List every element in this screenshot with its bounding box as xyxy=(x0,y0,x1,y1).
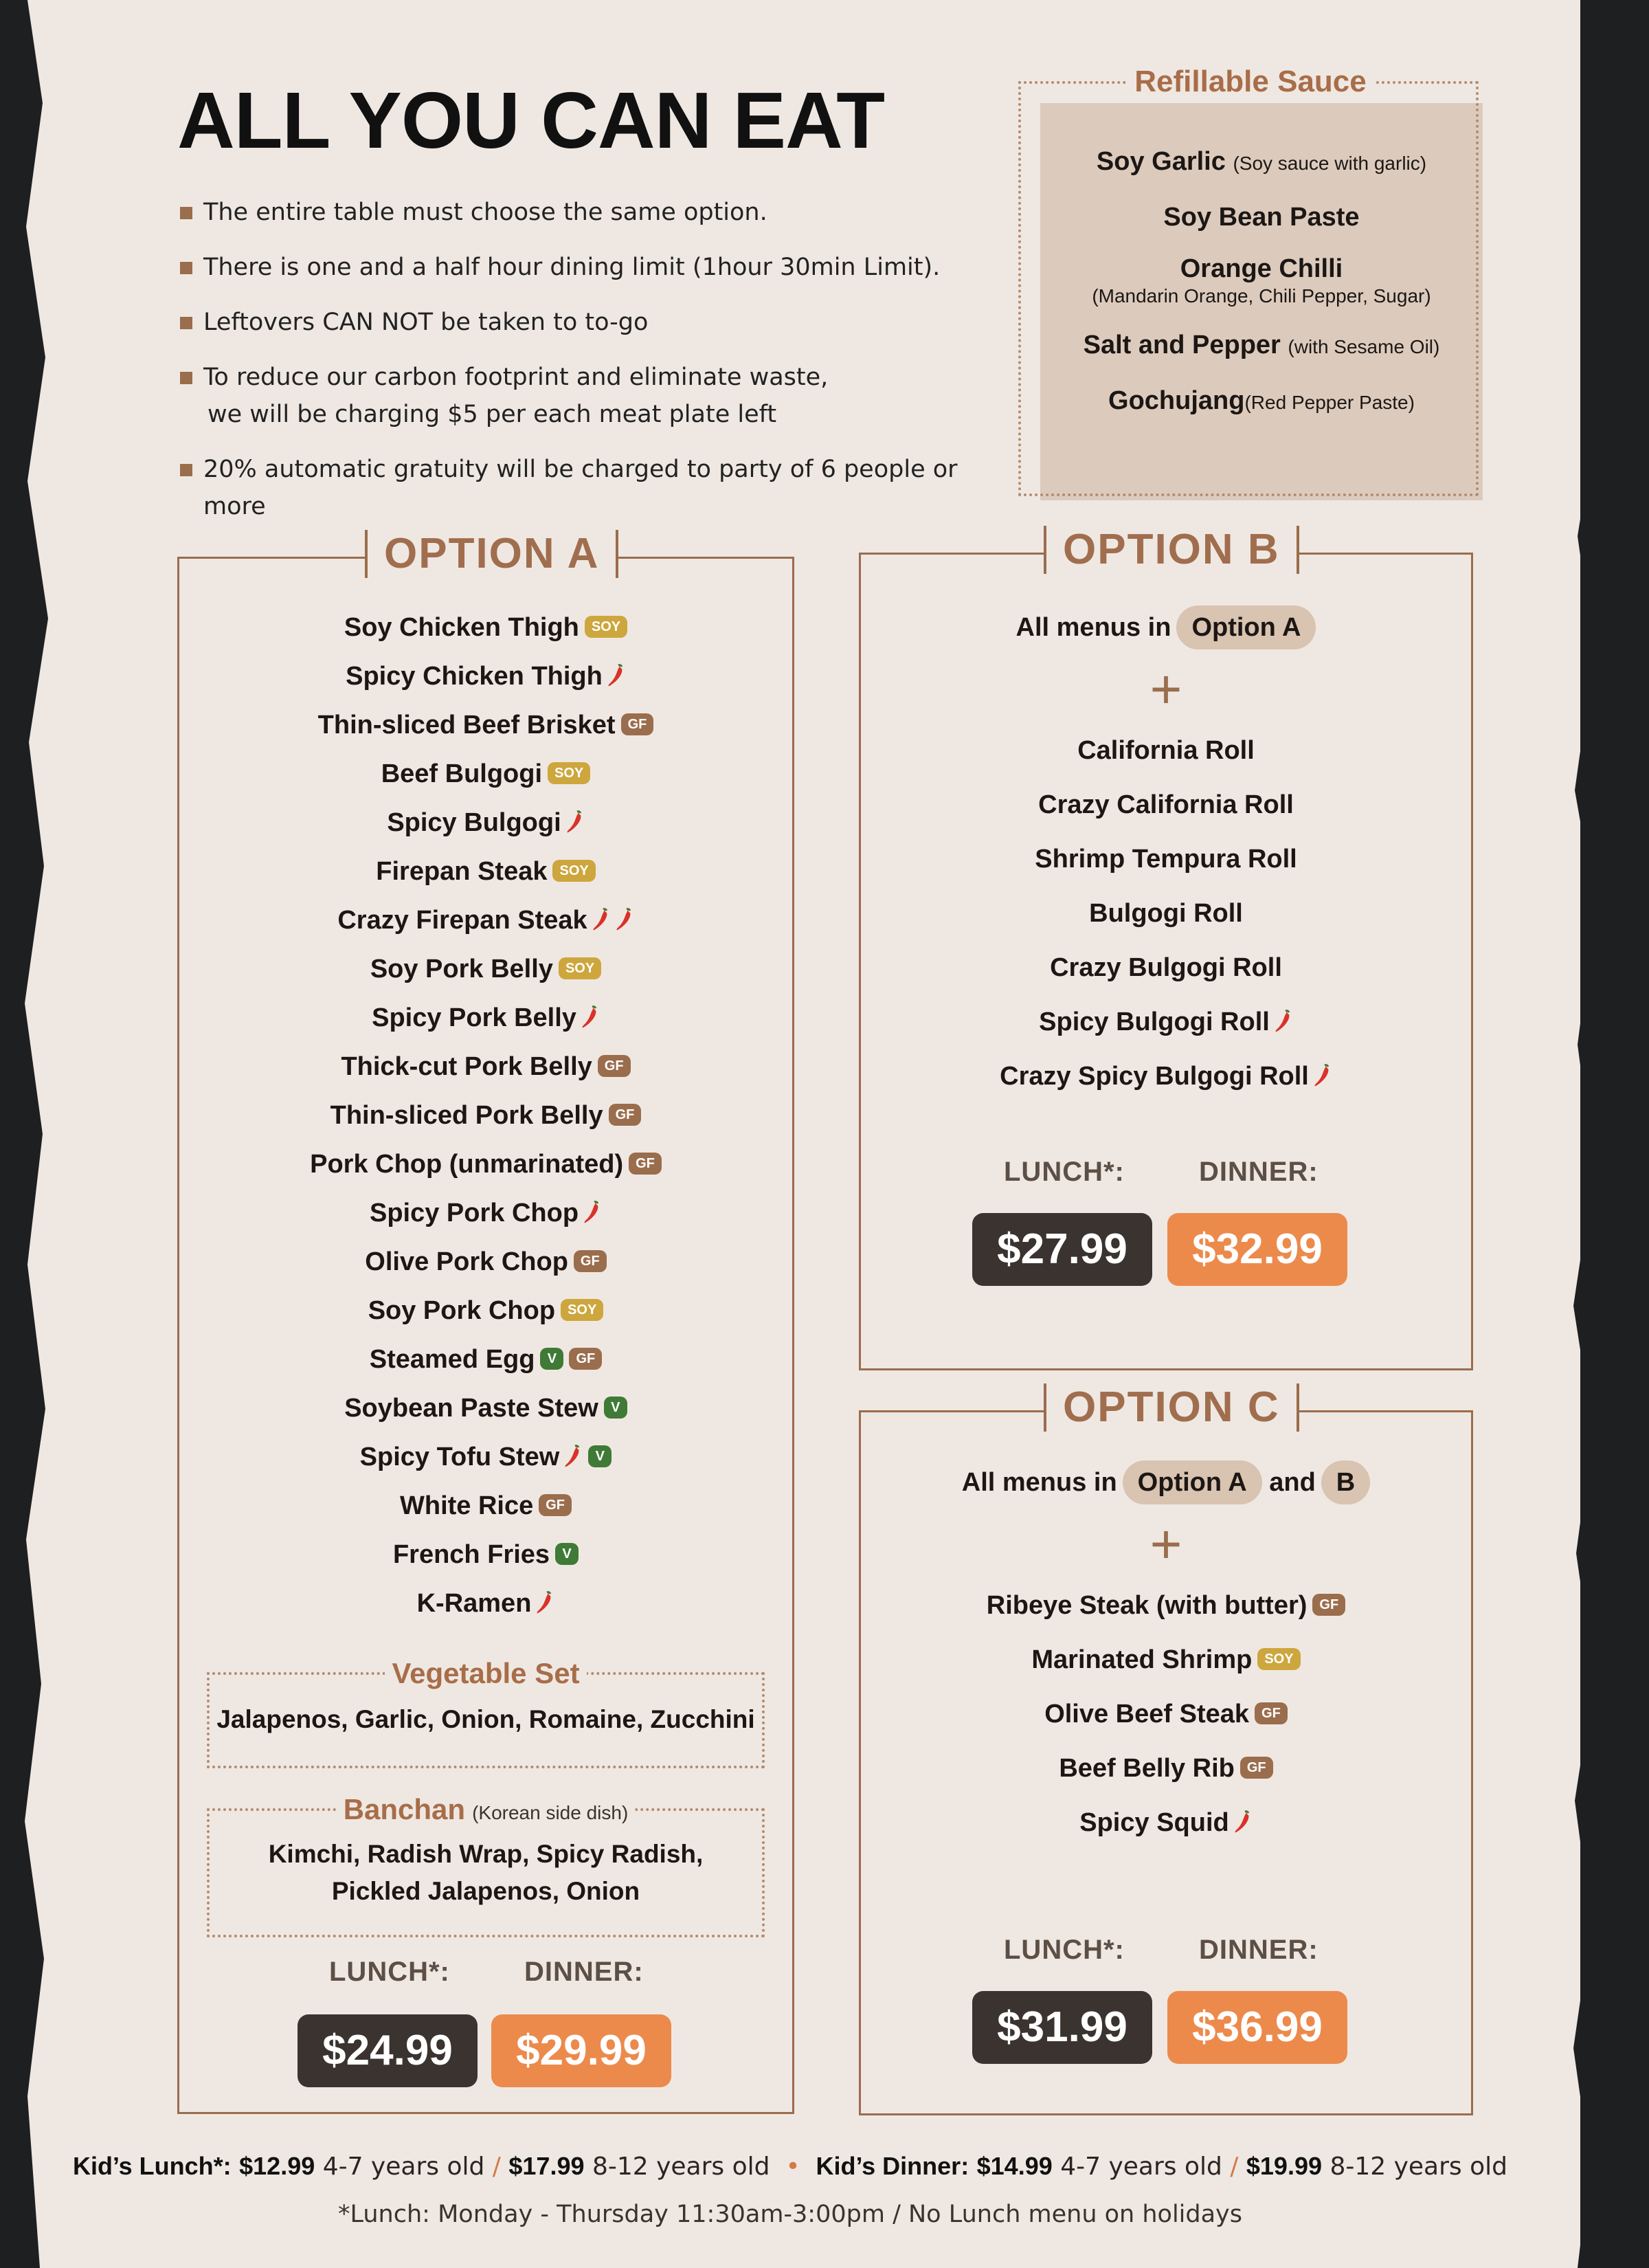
vegetable-set-box xyxy=(207,1657,765,1768)
lunch-label: LUNCH*: xyxy=(1004,1157,1125,1187)
menu-item xyxy=(861,887,1471,941)
menu-item-name: Soybean Paste Stew xyxy=(344,1394,598,1423)
gf-tag-icon: GF xyxy=(574,1250,607,1272)
menu-item-name: Soy Pork Belly xyxy=(370,955,553,983)
chili-pepper-icon xyxy=(1313,1063,1332,1087)
dot-separator: • xyxy=(785,2153,800,2181)
menu-item-name: Spicy Tofu Stew xyxy=(359,1443,560,1471)
soy-tag-icon: SOY xyxy=(552,860,595,882)
menu-item-name: Pork Chop (unmarinated) xyxy=(310,1150,624,1179)
v-tag-icon: V xyxy=(555,1543,579,1565)
menu-item-name: Soy Pork Chop xyxy=(368,1296,556,1325)
sauce-item: Soy Bean Paste xyxy=(1163,203,1360,232)
sauce-title: Refillable Sauce xyxy=(1127,63,1374,100)
chili-pepper-icon xyxy=(1274,1008,1293,1033)
menu-item-name: White Rice xyxy=(399,1491,534,1520)
menu-item xyxy=(179,1043,792,1091)
menu-item xyxy=(179,652,792,701)
menu-item xyxy=(179,1335,792,1384)
menu-item xyxy=(179,1384,792,1433)
menu-item xyxy=(861,1049,1471,1104)
gf-tag-icon: GF xyxy=(539,1494,572,1516)
menu-item-name: Beef Belly Rib xyxy=(1059,1754,1235,1783)
option-a-items xyxy=(179,603,792,1628)
soy-tag-icon: SOY xyxy=(559,957,601,979)
chili-pepper-icon xyxy=(607,663,626,687)
chili-pepper-icon xyxy=(563,1443,583,1468)
menu-item-name: Spicy Bulgogi xyxy=(387,808,561,837)
menu-item xyxy=(861,1633,1471,1687)
square-bullet-icon xyxy=(180,207,192,219)
gf-tag-icon: GF xyxy=(1312,1594,1345,1616)
option-c-box xyxy=(859,1383,1473,2115)
option-a-pill: Option A xyxy=(1123,1460,1262,1504)
gf-tag-icon: GF xyxy=(569,1348,602,1370)
menu-item xyxy=(861,832,1471,887)
sauce-item: Orange Chilli (Mandarin Orange, Chili Pepper, Sugar) xyxy=(1092,254,1431,307)
menu-item xyxy=(179,994,792,1043)
soy-tag-icon: SOY xyxy=(548,762,590,784)
menu-item-name: Crazy Bulgogi Roll xyxy=(1050,953,1282,982)
banchan-line: Pickled Jalapenos, Onion xyxy=(331,1877,640,1905)
kids-pricing: Kid’s Lunch*: $12.99 4-7 years old / $17.99 8-12 years old • Kid’s Dinner: $14.99 4-7 years old / $19.99 8-12 years old xyxy=(73,2152,1507,2181)
menu-item-name: Soy Chicken Thigh xyxy=(344,613,579,642)
menu-item xyxy=(179,1482,792,1531)
dinner-label: DINNER: xyxy=(1199,1935,1319,1965)
v-tag-icon: V xyxy=(604,1397,627,1419)
menu-item-name: Crazy California Roll xyxy=(1038,790,1294,819)
v-tag-icon: V xyxy=(588,1445,612,1467)
option-a-title: OPTION A xyxy=(365,530,618,578)
menu-item-name: Thin-sliced Beef Brisket xyxy=(317,711,616,740)
chili-pepper-icon xyxy=(592,907,611,931)
menu-item xyxy=(179,799,792,847)
menu-item-name: Crazy Firepan Steak xyxy=(337,906,587,935)
option-b-title: OPTION B xyxy=(1044,526,1299,574)
option-b-items xyxy=(861,724,1471,1104)
gf-tag-icon: GF xyxy=(598,1055,631,1077)
menu-item xyxy=(861,1579,1471,1633)
menu-item xyxy=(179,1287,792,1335)
lunch-label: LUNCH*: xyxy=(329,1957,450,1987)
menu-item xyxy=(179,1140,792,1189)
menu-item xyxy=(179,750,792,799)
option-a-pill: Option A xyxy=(1176,605,1316,649)
sauce-list xyxy=(1040,144,1483,439)
menu-item-name: Thick-cut Pork Belly xyxy=(341,1052,592,1081)
chili-pepper-icon xyxy=(583,1199,602,1224)
square-bullet-icon xyxy=(180,372,192,384)
option-c-title: OPTION C xyxy=(1044,1383,1299,1432)
rule-item: There is one and a half hour dining limit (1hour 30min Limit). xyxy=(180,249,1005,286)
menu-item-name: Beef Bulgogi xyxy=(381,759,543,788)
soy-tag-icon: SOY xyxy=(561,1299,603,1321)
menu-item xyxy=(861,1687,1471,1742)
sauce-item: Gochujang(Red Pepper Paste) xyxy=(1108,386,1415,415)
menu-item-name: Bulgogi Roll xyxy=(1089,899,1243,928)
lunch-label: LUNCH*: xyxy=(1004,1935,1125,1965)
vegetable-set-text: Jalapenos, Garlic, Onion, Romaine, Zucchini xyxy=(216,1705,755,1733)
gf-tag-icon: GF xyxy=(1240,1757,1273,1779)
menu-item xyxy=(861,1742,1471,1796)
banchan-line: Kimchi, Radish Wrap, Spicy Radish, xyxy=(268,1840,704,1868)
chili-pepper-icon xyxy=(615,907,634,931)
menu-item-name: California Roll xyxy=(1077,736,1255,765)
menu-item xyxy=(861,724,1471,778)
menu-item-name: Spicy Squid xyxy=(1079,1808,1229,1837)
dinner-price: $32.99 xyxy=(1167,1213,1347,1286)
menu-item xyxy=(179,847,792,896)
menu-item xyxy=(179,1531,792,1579)
menu-item-name: Thin-sliced Pork Belly xyxy=(330,1101,603,1130)
chili-pepper-icon xyxy=(1233,1809,1253,1834)
sauce-item: Soy Garlic (Soy sauce with garlic) xyxy=(1096,147,1427,176)
dinner-price: $29.99 xyxy=(491,2014,671,2087)
soy-tag-icon: SOY xyxy=(1257,1648,1300,1670)
banchan-box xyxy=(207,1793,765,1937)
menu-item-name: Firepan Steak xyxy=(376,857,548,886)
lunch-price: $24.99 xyxy=(298,2014,478,2087)
option-b-intro: All menus in Option A xyxy=(861,600,1471,655)
menu-item xyxy=(179,701,792,750)
lunch-price: $27.99 xyxy=(972,1213,1152,1286)
menu-item-name: French Fries xyxy=(392,1540,550,1569)
banchan-subtitle: (Korean side dish) xyxy=(472,1802,635,1823)
menu-item-name: Olive Pork Chop xyxy=(365,1247,568,1276)
page-title: ALL YOU CAN EAT xyxy=(177,76,885,165)
rule-item: Leftovers CAN NOT be taken to to-go xyxy=(180,304,1005,341)
option-c-items xyxy=(861,1579,1471,1850)
gf-tag-icon: GF xyxy=(609,1104,642,1126)
menu-item-name: Steamed Egg xyxy=(369,1345,535,1374)
menu-item-name: Olive Beef Steak xyxy=(1044,1700,1250,1728)
banchan-title: Banchan xyxy=(337,1793,472,1825)
dinner-label: DINNER: xyxy=(524,1957,644,1987)
menu-item xyxy=(179,603,792,652)
rule-item: To reduce our carbon footprint and eliminate waste, we will be charging $5 per each meat plate left xyxy=(180,359,1005,433)
menu-item-name: Ribeye Steak (with butter) xyxy=(986,1591,1308,1620)
dinner-label: DINNER: xyxy=(1199,1157,1319,1187)
lunch-note: *Lunch: Monday - Thursday 11:30am-3:00pm / No Lunch menu on holidays xyxy=(337,2201,1243,2228)
chili-pepper-icon xyxy=(581,1004,600,1029)
chili-pepper-icon xyxy=(535,1590,554,1614)
menu-item-name: Spicy Chicken Thigh xyxy=(346,662,603,691)
menu-item xyxy=(861,778,1471,832)
menu-item xyxy=(179,896,792,945)
menu-item xyxy=(179,1579,792,1628)
vegetable-set-title: Vegetable Set xyxy=(385,1657,586,1689)
v-tag-icon: V xyxy=(540,1348,563,1370)
gf-tag-icon: GF xyxy=(629,1153,662,1175)
menu-item-name: Crazy Spicy Bulgogi Roll xyxy=(1000,1062,1309,1091)
menu-item xyxy=(179,1238,792,1287)
option-a-box xyxy=(177,530,794,2114)
menu-item-name: K-Ramen xyxy=(416,1589,532,1618)
lunch-price: $31.99 xyxy=(972,1991,1152,2064)
gf-tag-icon: GF xyxy=(1255,1702,1288,1724)
rule-item: 20% automatic gratuity will be charged to party of 6 people or more xyxy=(180,451,1005,525)
option-b-pill: B xyxy=(1321,1460,1370,1504)
menu-item xyxy=(179,1091,792,1140)
menu-item-name: Spicy Pork Belly xyxy=(372,1003,576,1032)
square-bullet-icon xyxy=(180,317,192,329)
option-c-intro: All menus in Option A and B xyxy=(861,1455,1471,1510)
square-bullet-icon xyxy=(180,262,192,274)
menu-item xyxy=(861,941,1471,995)
menu-item-name: Spicy Pork Chop xyxy=(369,1199,579,1227)
menu-item xyxy=(179,945,792,994)
rule-item: The entire table must choose the same option. xyxy=(180,194,1005,231)
gf-tag-icon: GF xyxy=(621,713,654,735)
menu-item xyxy=(861,995,1471,1049)
plus-icon: + xyxy=(1149,658,1182,720)
sauce-item: Salt and Pepper (with Sesame Oil) xyxy=(1083,331,1440,359)
menu-item-name: Shrimp Tempura Roll xyxy=(1035,845,1297,874)
option-b-box xyxy=(859,526,1473,1370)
menu-item xyxy=(179,1433,792,1482)
menu-item xyxy=(861,1796,1471,1850)
dinner-price: $36.99 xyxy=(1167,1991,1347,2064)
soy-tag-icon: SOY xyxy=(585,616,627,638)
plus-icon: + xyxy=(1149,1513,1182,1575)
chili-pepper-icon xyxy=(565,809,585,834)
menu-item xyxy=(179,1189,792,1238)
menu-item-name: Spicy Bulgogi Roll xyxy=(1039,1008,1270,1036)
menu-item-name: Marinated Shrimp xyxy=(1031,1645,1253,1674)
rules-list xyxy=(180,194,1005,543)
square-bullet-icon xyxy=(180,464,192,476)
